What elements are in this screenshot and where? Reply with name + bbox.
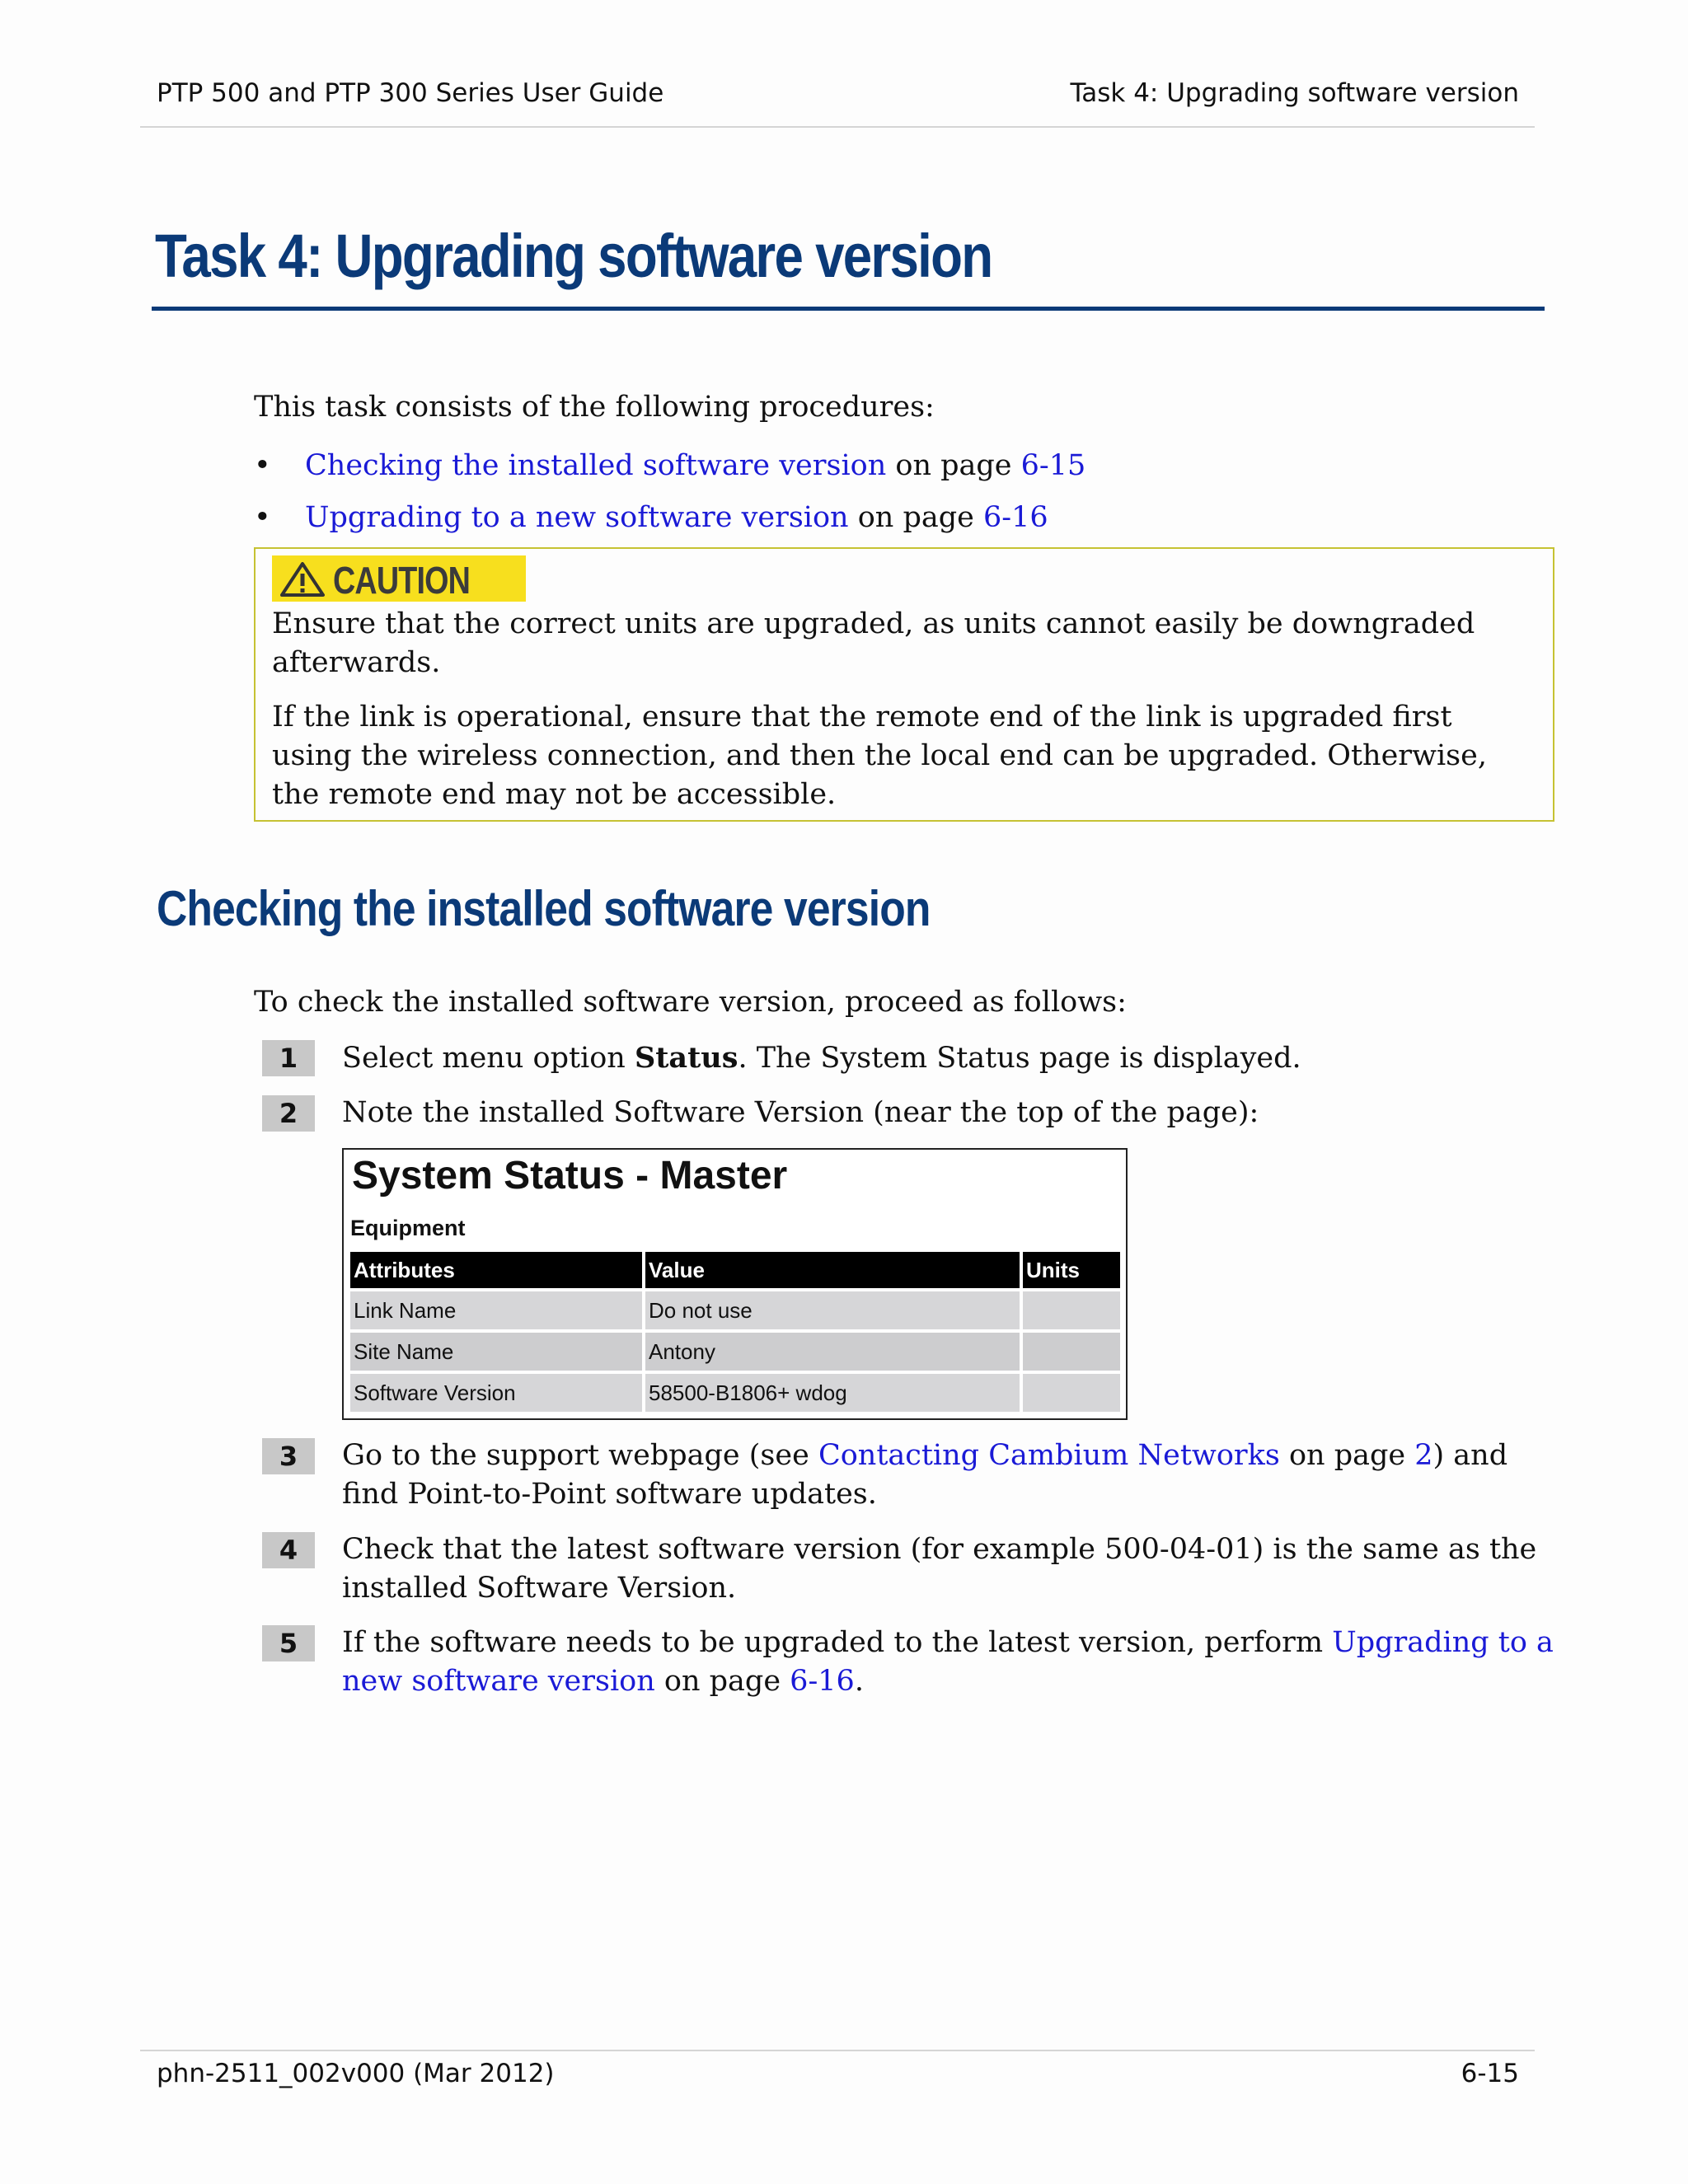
running-footer: [157, 2059, 1519, 2092]
bullet-icon: •: [254, 449, 271, 482]
page-title: Task 4: Upgrading software version: [155, 222, 992, 290]
step-text: Go to the support webpage (see Contacting Cambium Networks on page 2) and find Point-to-Point software updates.: [342, 1439, 1508, 1511]
footer-divider: [140, 2050, 1535, 2051]
section-heading: Checking the installed software version: [157, 881, 931, 936]
table-cell: [1023, 1291, 1120, 1329]
step-number: 1: [262, 1040, 315, 1076]
list-item: [254, 440, 1085, 492]
step-number: 5: [262, 1625, 315, 1661]
list-item: [254, 492, 1085, 544]
header-divider: [140, 126, 1535, 128]
link-upgrading-version[interactable]: Upgrading to a new software version: [305, 501, 849, 534]
step-number: 4: [262, 1532, 315, 1568]
page-link[interactable]: 2: [1414, 1439, 1433, 1472]
procedure-list: [254, 440, 1085, 544]
table-cell: Site Name: [350, 1333, 642, 1371]
caution-box: [254, 547, 1554, 822]
link-upgrading-version[interactable]: Upgrading to a new software version: [342, 1626, 1554, 1698]
column-header: Attributes: [350, 1252, 642, 1288]
table-row: [350, 1291, 1120, 1329]
menu-option-status: Status: [634, 1041, 738, 1075]
step-number: 3: [262, 1438, 315, 1474]
status-table: [347, 1249, 1123, 1415]
step-text: Note the installed Software Version (near the top of the page):: [342, 1096, 1259, 1129]
page-link[interactable]: 6-16: [790, 1665, 855, 1698]
table-cell: Do not use: [645, 1291, 1020, 1329]
section-intro: To check the installed software version, proceed as follows:: [254, 986, 1127, 1019]
table-cell: Software Version: [350, 1374, 642, 1412]
table-cell: 58500-B1806+ wdog: [645, 1374, 1020, 1412]
page-link[interactable]: 6-15: [1020, 449, 1086, 482]
step-text: Check that the latest software version (for example 500-04-01) is the same as the installed Software Version.: [342, 1533, 1537, 1605]
caution-label: [272, 555, 526, 602]
table-row: [350, 1333, 1120, 1371]
step-text: If the software needs to be upgraded to the latest version, perform Upgrading to a new software version on page 6-16.: [342, 1626, 1554, 1698]
list-item-text: on page: [886, 449, 1021, 482]
title-underline: [152, 307, 1545, 311]
screenshot-subtitle: Equipment: [350, 1216, 466, 1240]
column-header: Units: [1023, 1252, 1120, 1288]
list-item-text: on page: [848, 501, 983, 534]
header-doc-title: PTP 500 and PTP 300 Series User Guide: [157, 78, 664, 108]
table-cell: [1023, 1374, 1120, 1412]
page-link[interactable]: 6-16: [983, 501, 1048, 534]
step-number: 2: [262, 1095, 315, 1132]
table-cell: [1023, 1333, 1120, 1371]
column-header: Value: [645, 1252, 1020, 1288]
header-section-title: Task 4: Upgrading software version: [1070, 78, 1519, 108]
intro-text: This task consists of the following procedures:: [254, 391, 935, 424]
caution-label-text: CAUTION: [333, 559, 471, 602]
bullet-icon: •: [254, 501, 271, 534]
caution-paragraph: Ensure that the correct units are upgraded, as units cannot easily be downgraded afterwards.: [272, 607, 1475, 679]
table-row: [350, 1374, 1120, 1412]
footer-doc-id: phn-2511_002v000 (Mar 2012): [157, 2059, 555, 2088]
table-cell: Link Name: [350, 1291, 642, 1329]
system-status-screenshot: [342, 1148, 1128, 1420]
page-number: 6-15: [1461, 2059, 1519, 2088]
step-text: Select menu option Status. The System Status page is displayed.: [342, 1041, 1301, 1075]
table-cell: Antony: [645, 1333, 1020, 1371]
screenshot-title: System Status - Master: [352, 1154, 788, 1197]
link-contacting-cambium[interactable]: Contacting Cambium Networks: [818, 1439, 1280, 1472]
caution-paragraph: If the link is operational, ensure that the remote end of the link is upgraded first using the wireless connection, and then the local end can be upgraded. Otherwise, the remote end may not be accessible.: [272, 701, 1487, 811]
warning-icon: [280, 562, 325, 597]
link-checking-version[interactable]: Checking the installed software version: [305, 449, 887, 482]
running-header: [157, 78, 1519, 111]
